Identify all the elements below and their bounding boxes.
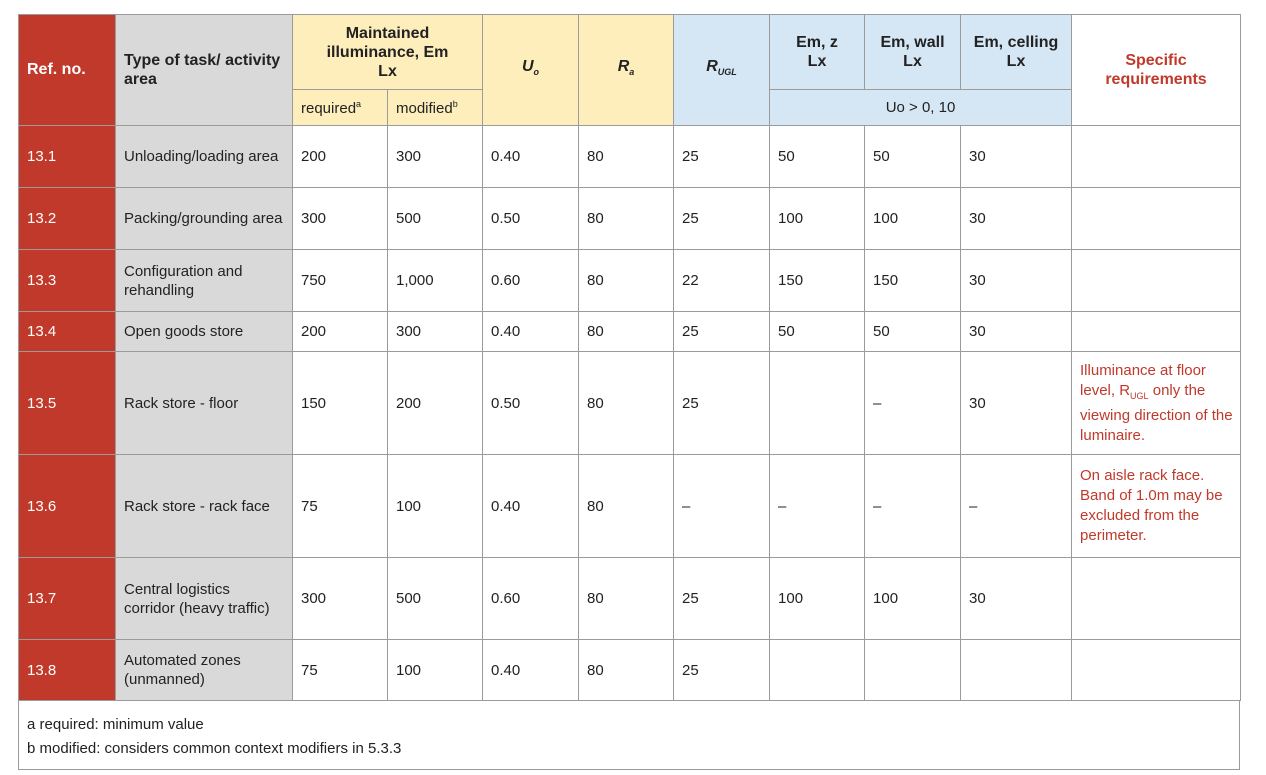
row-task: Configuration and rehandling xyxy=(116,250,293,312)
row-required: 75 xyxy=(293,455,388,558)
row-em-wall: 50 xyxy=(865,126,961,188)
row-em-wall: – xyxy=(865,352,961,455)
row-ref: 13.4 xyxy=(19,312,116,352)
header-em-ceiling: Em, celling Lx xyxy=(961,15,1072,90)
row-rugl: 25 xyxy=(674,188,770,250)
row-em-z xyxy=(770,640,865,701)
row-ref: 13.5 xyxy=(19,352,116,455)
header-task-type: Type of task/ activity area xyxy=(116,15,293,126)
row-ra: 80 xyxy=(579,126,674,188)
row-ra: 80 xyxy=(579,455,674,558)
header-em-z: Em, z Lx xyxy=(770,15,865,90)
table-row xyxy=(19,352,1241,455)
row-ra: 80 xyxy=(579,312,674,352)
footnotes xyxy=(18,701,1240,770)
row-uo: 0.50 xyxy=(483,352,579,455)
row-em-z xyxy=(770,352,865,455)
row-task: Packing/grounding area xyxy=(116,188,293,250)
row-modified: 1,000 xyxy=(388,250,483,312)
row-em-z: 100 xyxy=(770,188,865,250)
row-em-ceiling: 30 xyxy=(961,312,1072,352)
row-required: 200 xyxy=(293,126,388,188)
table-row xyxy=(19,126,1241,188)
row-modified: 100 xyxy=(388,640,483,701)
row-em-wall xyxy=(865,640,961,701)
table-row xyxy=(19,558,1241,640)
row-ra: 80 xyxy=(579,188,674,250)
header-ra: $R_a$ xyxy=(579,15,674,126)
row-task: Unloading/loading area xyxy=(116,126,293,188)
row-rugl: 25 xyxy=(674,126,770,188)
row-rugl: 22 xyxy=(674,250,770,312)
row-em-ceiling: – xyxy=(961,455,1072,558)
row-ra: 80 xyxy=(579,352,674,455)
header-em-wall: Em, wall Lx xyxy=(865,15,961,90)
row-em-wall: – xyxy=(865,455,961,558)
row-task: Rack store - floor xyxy=(116,352,293,455)
row-task: Central logistics corridor (heavy traffic) xyxy=(116,558,293,640)
row-em-z: 50 xyxy=(770,126,865,188)
row-rugl: – xyxy=(674,455,770,558)
header-modified: modified$^b$ xyxy=(388,90,483,126)
footnote-a: a required: minimum value xyxy=(27,716,204,733)
row-uo: 0.60 xyxy=(483,250,579,312)
row-required: 200 xyxy=(293,312,388,352)
row-required: 300 xyxy=(293,188,388,250)
row-specific xyxy=(1072,126,1241,188)
header-specific-requirements: Specific requirements xyxy=(1072,15,1241,126)
row-uo: 0.40 xyxy=(483,312,579,352)
row-specific xyxy=(1072,558,1241,640)
row-ra: 80 xyxy=(579,558,674,640)
row-em-wall: 150 xyxy=(865,250,961,312)
row-task: Open goods store xyxy=(116,312,293,352)
row-modified: 300 xyxy=(388,312,483,352)
row-em-ceiling: 30 xyxy=(961,558,1072,640)
row-em-z: 150 xyxy=(770,250,865,312)
row-required: 75 xyxy=(293,640,388,701)
row-specific: Illuminance at floor level, $R_{UGL}$ only the viewing direction of the luminaire. xyxy=(1072,352,1241,455)
row-uo: 0.60 xyxy=(483,558,579,640)
row-required: 300 xyxy=(293,558,388,640)
row-modified: 100 xyxy=(388,455,483,558)
row-rugl: 25 xyxy=(674,640,770,701)
row-em-ceiling: 30 xyxy=(961,126,1072,188)
row-uo: 0.40 xyxy=(483,126,579,188)
row-ref: 13.3 xyxy=(19,250,116,312)
row-modified: 500 xyxy=(388,558,483,640)
row-ref: 13.2 xyxy=(19,188,116,250)
row-specific: On aisle rack face. Band of 1.0m may be excluded from the perimeter. xyxy=(1072,455,1241,558)
row-em-ceiling: 30 xyxy=(961,188,1072,250)
row-task: Rack store - rack face xyxy=(116,455,293,558)
row-ref: 13.1 xyxy=(19,126,116,188)
header-em-unit: Lx xyxy=(378,62,397,80)
row-modified: 200 xyxy=(388,352,483,455)
row-specific xyxy=(1072,250,1241,312)
row-specific xyxy=(1072,188,1241,250)
row-uo: 0.50 xyxy=(483,188,579,250)
table-row xyxy=(19,312,1241,352)
row-ref: 13.8 xyxy=(19,640,116,701)
row-rugl: 25 xyxy=(674,558,770,640)
row-specific xyxy=(1072,312,1241,352)
header-rugl: $R_{UGL}$ xyxy=(674,15,770,126)
row-em-wall: 100 xyxy=(865,558,961,640)
row-em-z: 100 xyxy=(770,558,865,640)
row-rugl: 25 xyxy=(674,352,770,455)
row-uo: 0.40 xyxy=(483,640,579,701)
row-ra: 80 xyxy=(579,250,674,312)
illuminance-table xyxy=(18,14,1241,701)
table-row xyxy=(19,455,1241,558)
footnote-b: b modified: considers common context modifiers in 5.3.3 xyxy=(27,740,402,757)
row-ref: 13.7 xyxy=(19,558,116,640)
row-required: 750 xyxy=(293,250,388,312)
row-em-wall: 50 xyxy=(865,312,961,352)
header-uo-note: Uo > 0, 10 xyxy=(770,90,1072,126)
row-task: Automated zones (unmanned) xyxy=(116,640,293,701)
header-ref-no: Ref. no. xyxy=(19,15,116,126)
row-modified: 300 xyxy=(388,126,483,188)
row-em-ceiling xyxy=(961,640,1072,701)
header-required: required$^a$ xyxy=(293,90,388,126)
table-row xyxy=(19,250,1241,312)
row-rugl: 25 xyxy=(674,312,770,352)
row-modified: 500 xyxy=(388,188,483,250)
header-uo: $U_o$ xyxy=(483,15,579,126)
row-uo: 0.40 xyxy=(483,455,579,558)
row-em-ceiling: 30 xyxy=(961,250,1072,312)
row-em-wall: 100 xyxy=(865,188,961,250)
row-em-z: 50 xyxy=(770,312,865,352)
row-required: 150 xyxy=(293,352,388,455)
row-ra: 80 xyxy=(579,640,674,701)
illuminance-table-container xyxy=(18,14,1240,770)
header-maintained-illuminance xyxy=(293,15,483,90)
table-row xyxy=(19,640,1241,701)
row-em-ceiling: 30 xyxy=(961,352,1072,455)
table-row xyxy=(19,188,1241,250)
row-specific xyxy=(1072,640,1241,701)
row-em-z: – xyxy=(770,455,865,558)
row-ref: 13.6 xyxy=(19,455,116,558)
header-em-title: Maintained illuminance, Em xyxy=(326,24,449,61)
